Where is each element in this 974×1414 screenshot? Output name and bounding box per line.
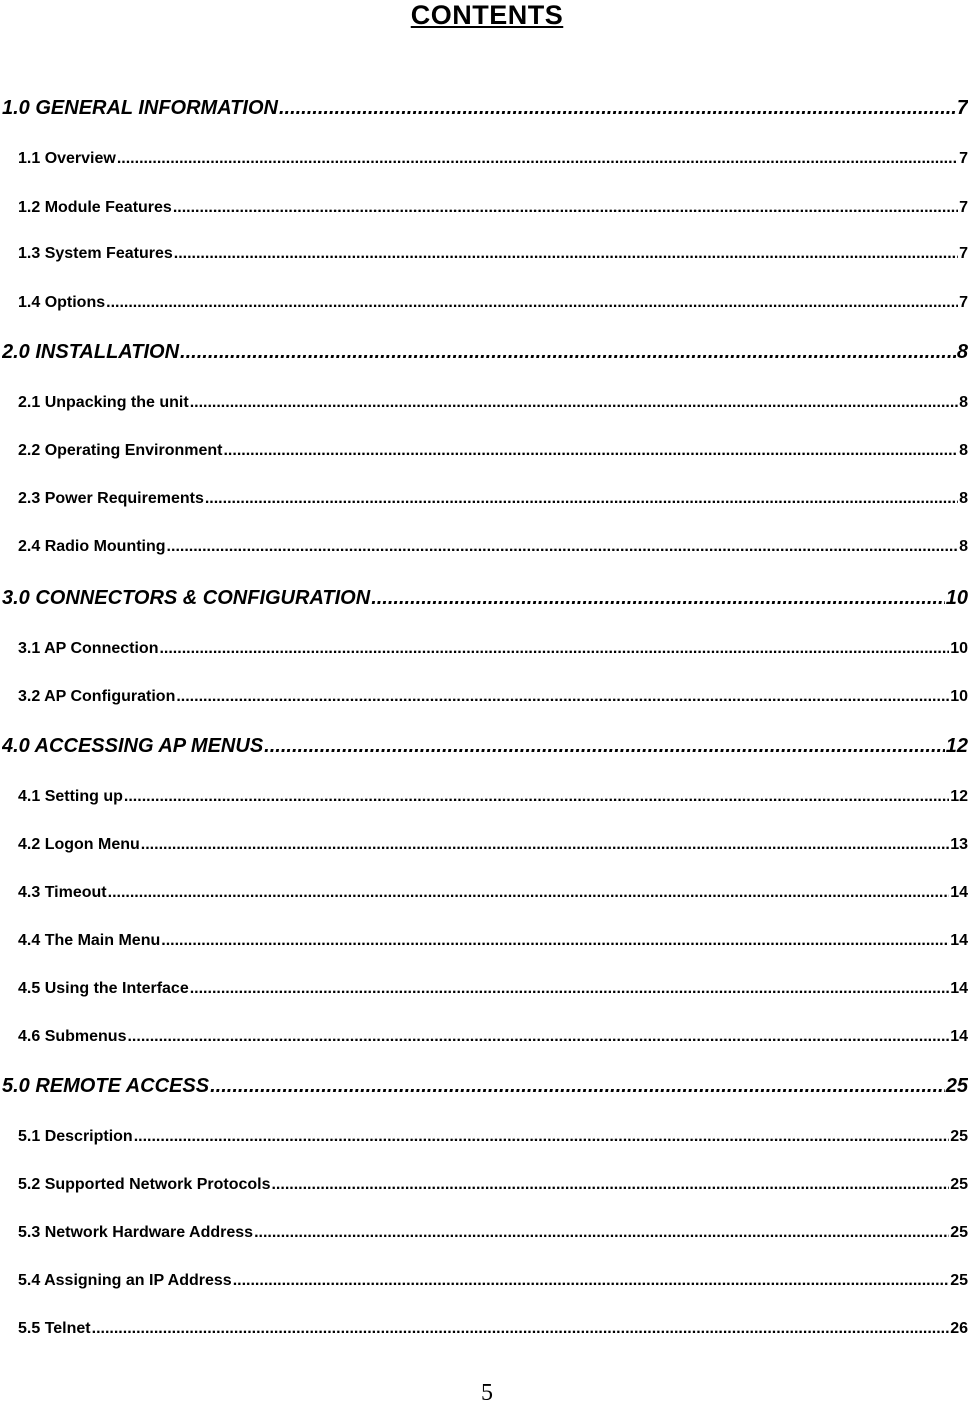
toc-entry-4-5[interactable] — [18, 980, 968, 998]
toc-entry-1-4[interactable] — [18, 294, 968, 312]
toc-entry-2-3[interactable] — [18, 490, 968, 508]
toc-entry-label: 1.2 Module Features — [18, 199, 172, 216]
toc-entry-1-0[interactable] — [2, 97, 968, 120]
toc-entry-label: 3.2 AP Configuration — [18, 688, 176, 705]
toc-entry-page: 10 — [945, 587, 968, 609]
toc-entry-page: 8 — [959, 394, 968, 411]
toc-dot-leader — [176, 688, 949, 706]
toc-dot-leader — [117, 150, 958, 168]
toc-entry-page: 7 — [959, 245, 968, 262]
toc-dot-leader — [210, 1075, 945, 1098]
toc-entry-page: 8 — [959, 442, 968, 459]
toc-entry-page: 10 — [950, 688, 968, 705]
toc-entry-page: 25 — [950, 1176, 968, 1193]
toc-entry-4-2[interactable] — [18, 836, 968, 854]
toc-entry-page: 13 — [950, 836, 968, 853]
toc-entry-1-1[interactable] — [18, 150, 968, 168]
toc-entry-label: 5.4 Assigning an IP Address — [18, 1272, 232, 1289]
toc-dot-leader — [271, 1176, 949, 1194]
toc-entry-label: 4.2 Logon Menu — [18, 836, 140, 853]
page-number: 5 — [481, 1380, 493, 1406]
toc-entry-page: 14 — [950, 980, 968, 997]
toc-dot-leader — [127, 1028, 949, 1046]
toc-entry-label: 2.2 Operating Environment — [18, 442, 223, 459]
toc-entry-1-2[interactable] — [18, 199, 968, 217]
toc-dot-leader — [159, 640, 949, 658]
toc-entry-page: 25 — [950, 1128, 968, 1145]
toc-entry-page: 14 — [950, 884, 968, 901]
toc-entry-page: 8 — [959, 490, 968, 507]
toc-entry-5-0[interactable] — [2, 1075, 968, 1098]
toc-entry-page: 7 — [959, 199, 968, 216]
toc-entry-label: 4.3 Timeout — [18, 884, 107, 901]
toc-entry-page: 25 — [950, 1224, 968, 1241]
toc-dot-leader — [254, 1224, 949, 1242]
toc-entry-page: 8 — [959, 538, 968, 555]
toc-entry-4-4[interactable] — [18, 932, 968, 950]
toc-dot-leader — [233, 1272, 950, 1290]
toc-entry-4-0[interactable] — [2, 735, 968, 758]
toc-entry-page: 25 — [945, 1075, 968, 1097]
toc-entry-label: 2.0 INSTALLATION — [2, 341, 180, 363]
toc-entry-label: 1.0 GENERAL INFORMATION — [2, 97, 278, 119]
toc-entry-page: 10 — [950, 640, 968, 657]
toc-entry-label: 5.2 Supported Network Protocols — [18, 1176, 271, 1193]
toc-entry-5-5[interactable] — [18, 1320, 968, 1338]
toc-dot-leader — [141, 836, 949, 854]
toc-dot-leader — [167, 538, 959, 556]
toc-entry-3-1[interactable] — [18, 640, 968, 658]
toc-entry-page: 7 — [959, 294, 968, 311]
toc-entry-page: 7 — [959, 150, 968, 167]
toc-entry-label: 5.1 Description — [18, 1128, 133, 1145]
toc-entry-2-2[interactable] — [18, 442, 968, 460]
toc-entry-label: 2.1 Unpacking the unit — [18, 394, 189, 411]
toc-dot-leader — [134, 1128, 950, 1146]
toc-dot-leader — [161, 932, 949, 950]
toc-entry-5-2[interactable] — [18, 1176, 968, 1194]
toc-dot-leader — [205, 490, 958, 508]
toc-entry-3-2[interactable] — [18, 688, 968, 706]
toc-entry-label: 5.0 REMOTE ACCESS — [2, 1075, 210, 1097]
toc-entry-page: 8 — [956, 341, 968, 363]
toc-dot-leader — [180, 341, 956, 364]
toc-dot-leader — [371, 587, 945, 610]
toc-entry-label: 1.4 Options — [18, 294, 106, 311]
toc-dot-leader — [173, 199, 958, 217]
toc-entry-3-0[interactable] — [2, 587, 968, 610]
toc-dot-leader — [174, 245, 958, 263]
toc-entry-label: 1.3 System Features — [18, 245, 173, 262]
toc-entry-label: 4.6 Submenus — [18, 1028, 127, 1045]
toc-dot-leader — [223, 442, 958, 460]
toc-entry-page: 25 — [950, 1272, 968, 1289]
toc-entry-label: 3.1 AP Connection — [18, 640, 159, 657]
toc-entry-label: 1.1 Overview — [18, 150, 116, 167]
toc-dot-leader — [124, 788, 949, 806]
toc-entry-2-4[interactable] — [18, 538, 968, 556]
toc-dot-leader — [190, 394, 958, 412]
toc-entry-page: 14 — [950, 1028, 968, 1045]
toc-entry-page: 14 — [950, 932, 968, 949]
page-title: CONTENTS — [410, 0, 564, 30]
toc-entry-5-3[interactable] — [18, 1224, 968, 1242]
toc-entry-4-1[interactable] — [18, 788, 968, 806]
toc-entry-label: 4.1 Setting up — [18, 788, 123, 805]
toc-entry-label: 4.0 ACCESSING AP MENUS — [2, 735, 264, 757]
toc-entry-page: 12 — [945, 735, 968, 757]
toc-entry-page: 12 — [950, 788, 968, 805]
toc-entry-label: 4.4 The Main Menu — [18, 932, 161, 949]
toc-entry-label: 4.5 Using the Interface — [18, 980, 189, 997]
toc-entry-4-3[interactable] — [18, 884, 968, 902]
toc-entry-2-1[interactable] — [18, 394, 968, 412]
toc-entry-label: 5.5 Telnet — [18, 1320, 91, 1337]
toc-entry-label: 3.0 CONNECTORS & CONFIGURATION — [2, 587, 371, 609]
toc-dot-leader — [279, 97, 956, 120]
toc-entry-4-6[interactable] — [18, 1028, 968, 1046]
toc-dot-leader — [190, 980, 949, 998]
toc-dot-leader — [92, 1320, 950, 1338]
toc-entry-5-1[interactable] — [18, 1128, 968, 1146]
toc-entry-label: 2.4 Radio Mounting — [18, 538, 166, 555]
toc-entry-page: 26 — [950, 1320, 968, 1337]
toc-entry-5-4[interactable] — [18, 1272, 968, 1290]
toc-entry-label: 2.3 Power Requirements — [18, 490, 204, 507]
toc-entry-1-3[interactable] — [18, 245, 968, 263]
toc-entry-label: 5.3 Network Hardware Address — [18, 1224, 254, 1241]
toc-dot-leader — [108, 884, 950, 902]
toc-entry-page: 7 — [956, 97, 968, 119]
toc-dot-leader — [106, 294, 958, 312]
toc-dot-leader — [264, 735, 945, 758]
toc-entry-2-0[interactable] — [2, 341, 968, 364]
